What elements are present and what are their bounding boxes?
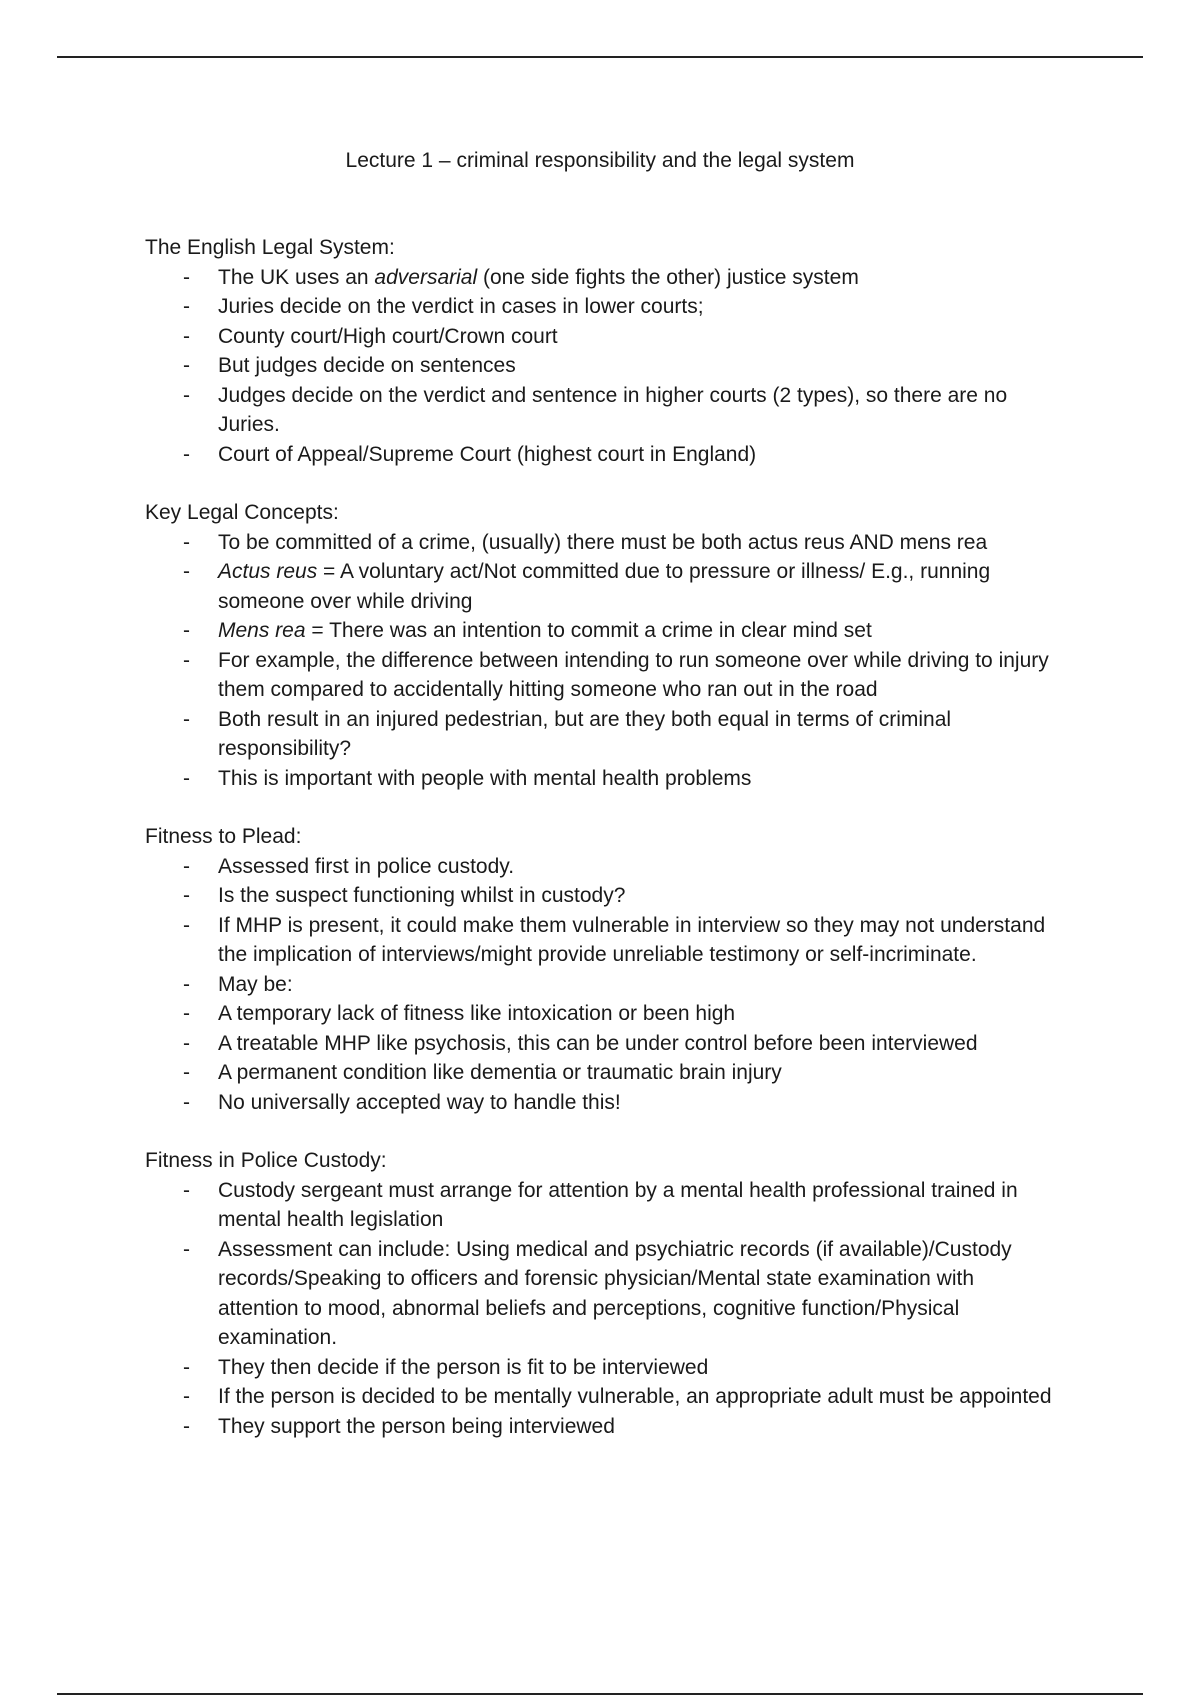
item-text: The UK uses an — [218, 265, 375, 289]
item-text: May be: — [218, 972, 293, 996]
item-text: To be committed of a crime, (usually) there must be both actus reus AND mens rea — [218, 530, 988, 554]
item-text: If MHP is present, it could make them vulnerable in interview so they may not understand the implication of interviews/might provide unreliable testimony or self-incriminate. — [218, 913, 1046, 966]
bullet-dash: - — [183, 766, 190, 790]
list-item — [145, 852, 1055, 882]
bullet-dash: - — [183, 913, 190, 937]
footer-rule — [57, 1693, 1143, 1695]
bullet-dash: - — [183, 1414, 190, 1438]
item-text: But judges decide on sentences — [218, 354, 516, 377]
list-item — [145, 1088, 1055, 1118]
section — [145, 822, 1055, 1117]
bullet-dash: - — [183, 265, 190, 289]
item-text: Court of Appeal/Supreme Court (highest court in England) — [218, 442, 757, 466]
item-text: If the person is decided to be mentally vulnerable, an appropriate adult must be appointed — [218, 1385, 1052, 1408]
list-item — [145, 1412, 1055, 1442]
list-item — [145, 646, 1055, 705]
header-rule — [57, 56, 1143, 58]
bullet-dash: - — [183, 442, 190, 466]
section — [145, 1146, 1055, 1441]
bullet-list — [145, 1176, 1055, 1442]
section-heading: Fitness in Police Custody: — [145, 1149, 387, 1172]
bullet-dash: - — [183, 854, 190, 878]
list-item — [145, 1058, 1055, 1088]
list-item — [145, 528, 1055, 558]
item-text: County court/High court/Crown court — [218, 324, 558, 348]
item-text: Both result in an injured pedestrian, but are they both equal in terms of criminal responsibility? — [218, 707, 952, 760]
bullet-dash: - — [183, 972, 190, 996]
item-text: No universally accepted way to handle this! — [218, 1090, 621, 1114]
bullet-dash: - — [183, 560, 190, 583]
list-item — [145, 970, 1055, 1000]
bullet-list — [145, 263, 1055, 470]
item-text: A temporary lack of fitness like intoxication or been high — [218, 1002, 736, 1025]
item-term: adversarial — [374, 265, 478, 289]
list-item — [145, 263, 1055, 293]
list-item — [145, 1029, 1055, 1059]
item-text: Assessment can include: Using medical and psychiatric records (if available)/Custody records/Speaking to officers and forensic physician/Mental state examination with attention to mood, abnormal beliefs and perceptions, cognitive function/Physical examination. — [218, 1237, 1012, 1349]
list-item — [145, 557, 1055, 616]
item-text: This is important with people with mental health problems — [218, 766, 752, 790]
item-text: Assessed first in police custody. — [218, 854, 515, 878]
list-item — [145, 1353, 1055, 1383]
list-item — [145, 292, 1055, 322]
list-item — [145, 881, 1055, 911]
section-heading: Fitness to Plead: — [145, 825, 302, 848]
item-text: A permanent condition like dementia or traumatic brain injury — [218, 1061, 782, 1084]
list-item — [145, 1176, 1055, 1235]
item-text: Custody sergeant must arrange for attention by a mental health professional trained in mental health legislation — [218, 1178, 1018, 1231]
list-item — [145, 616, 1055, 646]
bullet-dash: - — [183, 1031, 190, 1055]
item-text: = A voluntary act/Not committed due to pressure or illness/ E.g., running someone over while driving — [218, 560, 991, 613]
bullet-dash: - — [183, 648, 190, 672]
bullet-dash: - — [183, 295, 190, 318]
list-item — [145, 322, 1055, 352]
list-item — [145, 1382, 1055, 1412]
bullet-dash: - — [183, 707, 190, 731]
list-item — [145, 764, 1055, 794]
section-heading: The English Legal System: — [145, 236, 395, 259]
bullet-dash: - — [183, 619, 190, 642]
item-text: Is the suspect functioning whilst in custody? — [218, 884, 626, 907]
bullet-dash: - — [183, 1090, 190, 1114]
item-term: Actus reus — [218, 560, 318, 583]
item-term: Mens rea — [218, 619, 306, 642]
bullet-dash: - — [183, 354, 190, 377]
bullet-dash: - — [183, 1355, 190, 1379]
document-body — [145, 233, 1055, 1470]
bullet-dash: - — [183, 324, 190, 348]
bullet-dash: - — [183, 1385, 190, 1408]
list-item — [145, 351, 1055, 381]
section — [145, 233, 1055, 469]
list-item — [145, 705, 1055, 764]
list-item — [145, 1235, 1055, 1353]
item-text: They support the person being interviewed — [218, 1414, 615, 1438]
item-text: (one side fights the other) justice system — [477, 265, 859, 289]
section-heading: Key Legal Concepts: — [145, 501, 339, 524]
page-title: Lecture 1 – criminal responsibility and the legal system — [345, 149, 855, 172]
item-text: For example, the difference between intending to run someone over while driving to injury them compared to accidentally hitting someone who ran out in the road — [218, 648, 1049, 701]
bullet-dash: - — [183, 884, 190, 907]
list-item — [145, 911, 1055, 970]
bullet-list — [145, 852, 1055, 1118]
list-item — [145, 440, 1055, 470]
item-text: Juries decide on the verdict in cases in lower courts; — [218, 295, 704, 318]
bullet-dash: - — [183, 1061, 190, 1084]
item-text: Judges decide on the verdict and sentence in higher courts (2 types), so there are no Juries. — [218, 383, 1008, 436]
list-item — [145, 999, 1055, 1029]
list-item — [145, 381, 1055, 440]
bullet-dash: - — [183, 530, 190, 554]
item-text: A treatable MHP like psychosis, this can be under control before been interviewed — [218, 1031, 978, 1055]
item-text: They then decide if the person is fit to be interviewed — [218, 1355, 709, 1379]
bullet-list — [145, 528, 1055, 794]
section — [145, 498, 1055, 793]
bullet-dash: - — [183, 1002, 190, 1025]
bullet-dash: - — [183, 1237, 190, 1261]
item-text: = There was an intention to commit a crime in clear mind set — [305, 619, 872, 642]
bullet-dash: - — [183, 1178, 190, 1202]
bullet-dash: - — [183, 383, 190, 407]
